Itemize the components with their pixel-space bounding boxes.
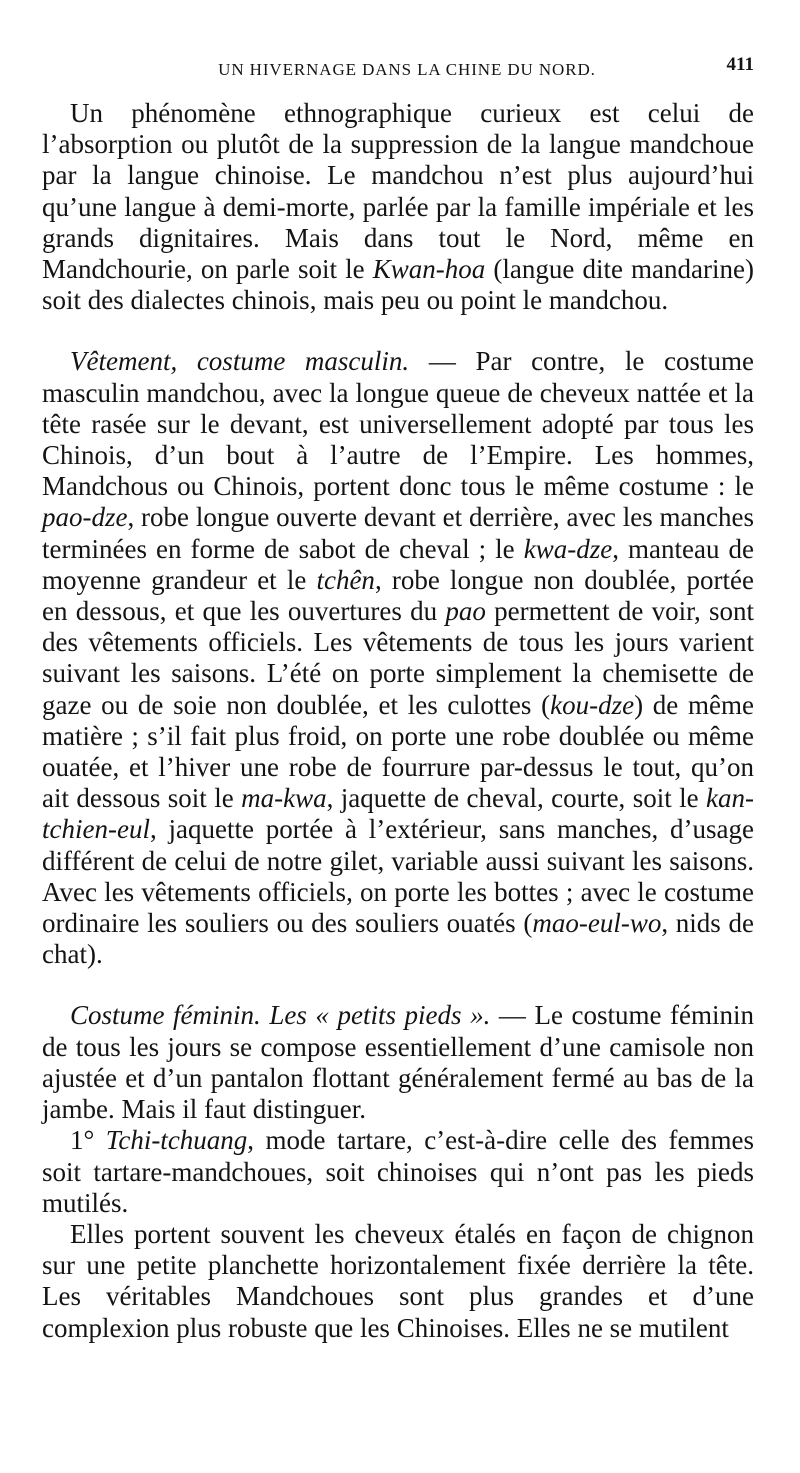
italic-term: Costume féminin. Les « petits pieds ».	[70, 1000, 491, 1031]
italic-term: kwa-dze	[523, 533, 613, 564]
text-run: , jaquette de cheval, courte, soit le	[326, 783, 707, 814]
italic-term: mao-eul-wo	[532, 908, 662, 939]
italic-term: Tchi-tchuang	[105, 1125, 248, 1156]
running-title: UN HIVERNAGE DANS LA CHINE DU NORD.	[218, 60, 596, 79]
text-run: (langue dite mandarine) soit des dialectes chinois, mais peu ou point le mandchou.	[42, 254, 754, 316]
text-run: permettent de voir, sont des vêtements officiels. Les vêtements de tous les jours varient suivant les saisons. L’été on porte simplement la chemisette de gaze ou de soie non doublée, et les culottes (	[42, 596, 754, 720]
text-run: , jaquette portée à l’extérieur, sans manches, d’usage différent de celui de notre gilet, variable aussi suivant les saisons. Avec les vêtements officiels, on porte les bottes ; avec le costume ordinaire les souliers ou des souliers ouatés (	[42, 814, 754, 939]
italic-term: kou-dze	[550, 689, 635, 720]
text-run: , robe longue non doublée, portée en dessous, et que les ouvertures du	[42, 564, 755, 627]
paragraph	[42, 1219, 754, 1344]
paragraph	[42, 98, 754, 316]
text-run: — Par contre, le costume masculin mandchou, avec la longue queue de cheveux nattée et la tête rasée sur le devant, est universellement adopté par tous les Chinois, d’un bout à l’autre de l’Empire. Les hommes, Mandchous ou Chinois, portent donc tous le même costume : le	[42, 346, 754, 502]
body-text	[42, 98, 754, 1344]
section-paragraph	[42, 346, 754, 970]
italic-term: tchên	[316, 564, 375, 595]
section-paragraph	[42, 1000, 754, 1125]
italic-term: Vêtement, costume masculin.	[70, 346, 410, 377]
page-number: 411	[726, 54, 754, 75]
text-run: Elles portent souvent les cheveux étalés en façon de chignon sur une petite planchette horizontalement fixée derrière la tête. Les véritables Mandchoues sont plus grandes et d’une complexion plus robuste que les Chinoises. Elles ne se mutilent	[42, 1218, 754, 1343]
text-run: , manteau de moyenne grandeur et le	[42, 533, 754, 595]
text-run: — Le costume féminin de tous les jours se compose essentiellement d’une camisole non ajustée et d’un pantalon flottant généralement fermé au bas de la jambe. Mais il faut distinguer.	[42, 1000, 755, 1125]
italic-term: pao-dze	[42, 502, 128, 533]
text-run: 1°	[70, 1125, 106, 1156]
page-header	[60, 54, 754, 94]
text-run: , mode tartare, c’est-à-dire celle des femmes soit tartare-mandchoues, soit chinoises qui n’ont pas les pieds mutilés.	[42, 1125, 754, 1218]
text-run: , robe longue ouverte devant et derrière, avec les manches terminées en forme de sabot de cheval ; le	[42, 502, 754, 564]
text-run: Un phénomène ethnographique curieux est celui de l’absorption ou plutôt de la suppression de la langue mandchoue par la langue chinoise. Le mandchou n’est plus aujourd’hui qu’une langue à demi-morte, parlée par la famille impériale et les grands dignitaires. Mais dans tout le Nord, même en Mandchourie, on parle soit le	[42, 98, 754, 285]
paragraph	[42, 1125, 754, 1219]
italic-term: Kwan-hoa	[372, 254, 486, 285]
italic-term: pao	[445, 596, 486, 627]
text-run: , nids de chat).	[42, 908, 755, 970]
italic-term: kan-tchien-eul	[42, 783, 754, 845]
italic-term: ma-kwa	[241, 783, 327, 814]
text-run: ) de même matière ; s’il fait plus froid, on porte une robe doublée ou même ouatée, et l’hiver une robe de fourrure par-dessus le tout, qu’on ait dessous soit le	[42, 689, 754, 814]
